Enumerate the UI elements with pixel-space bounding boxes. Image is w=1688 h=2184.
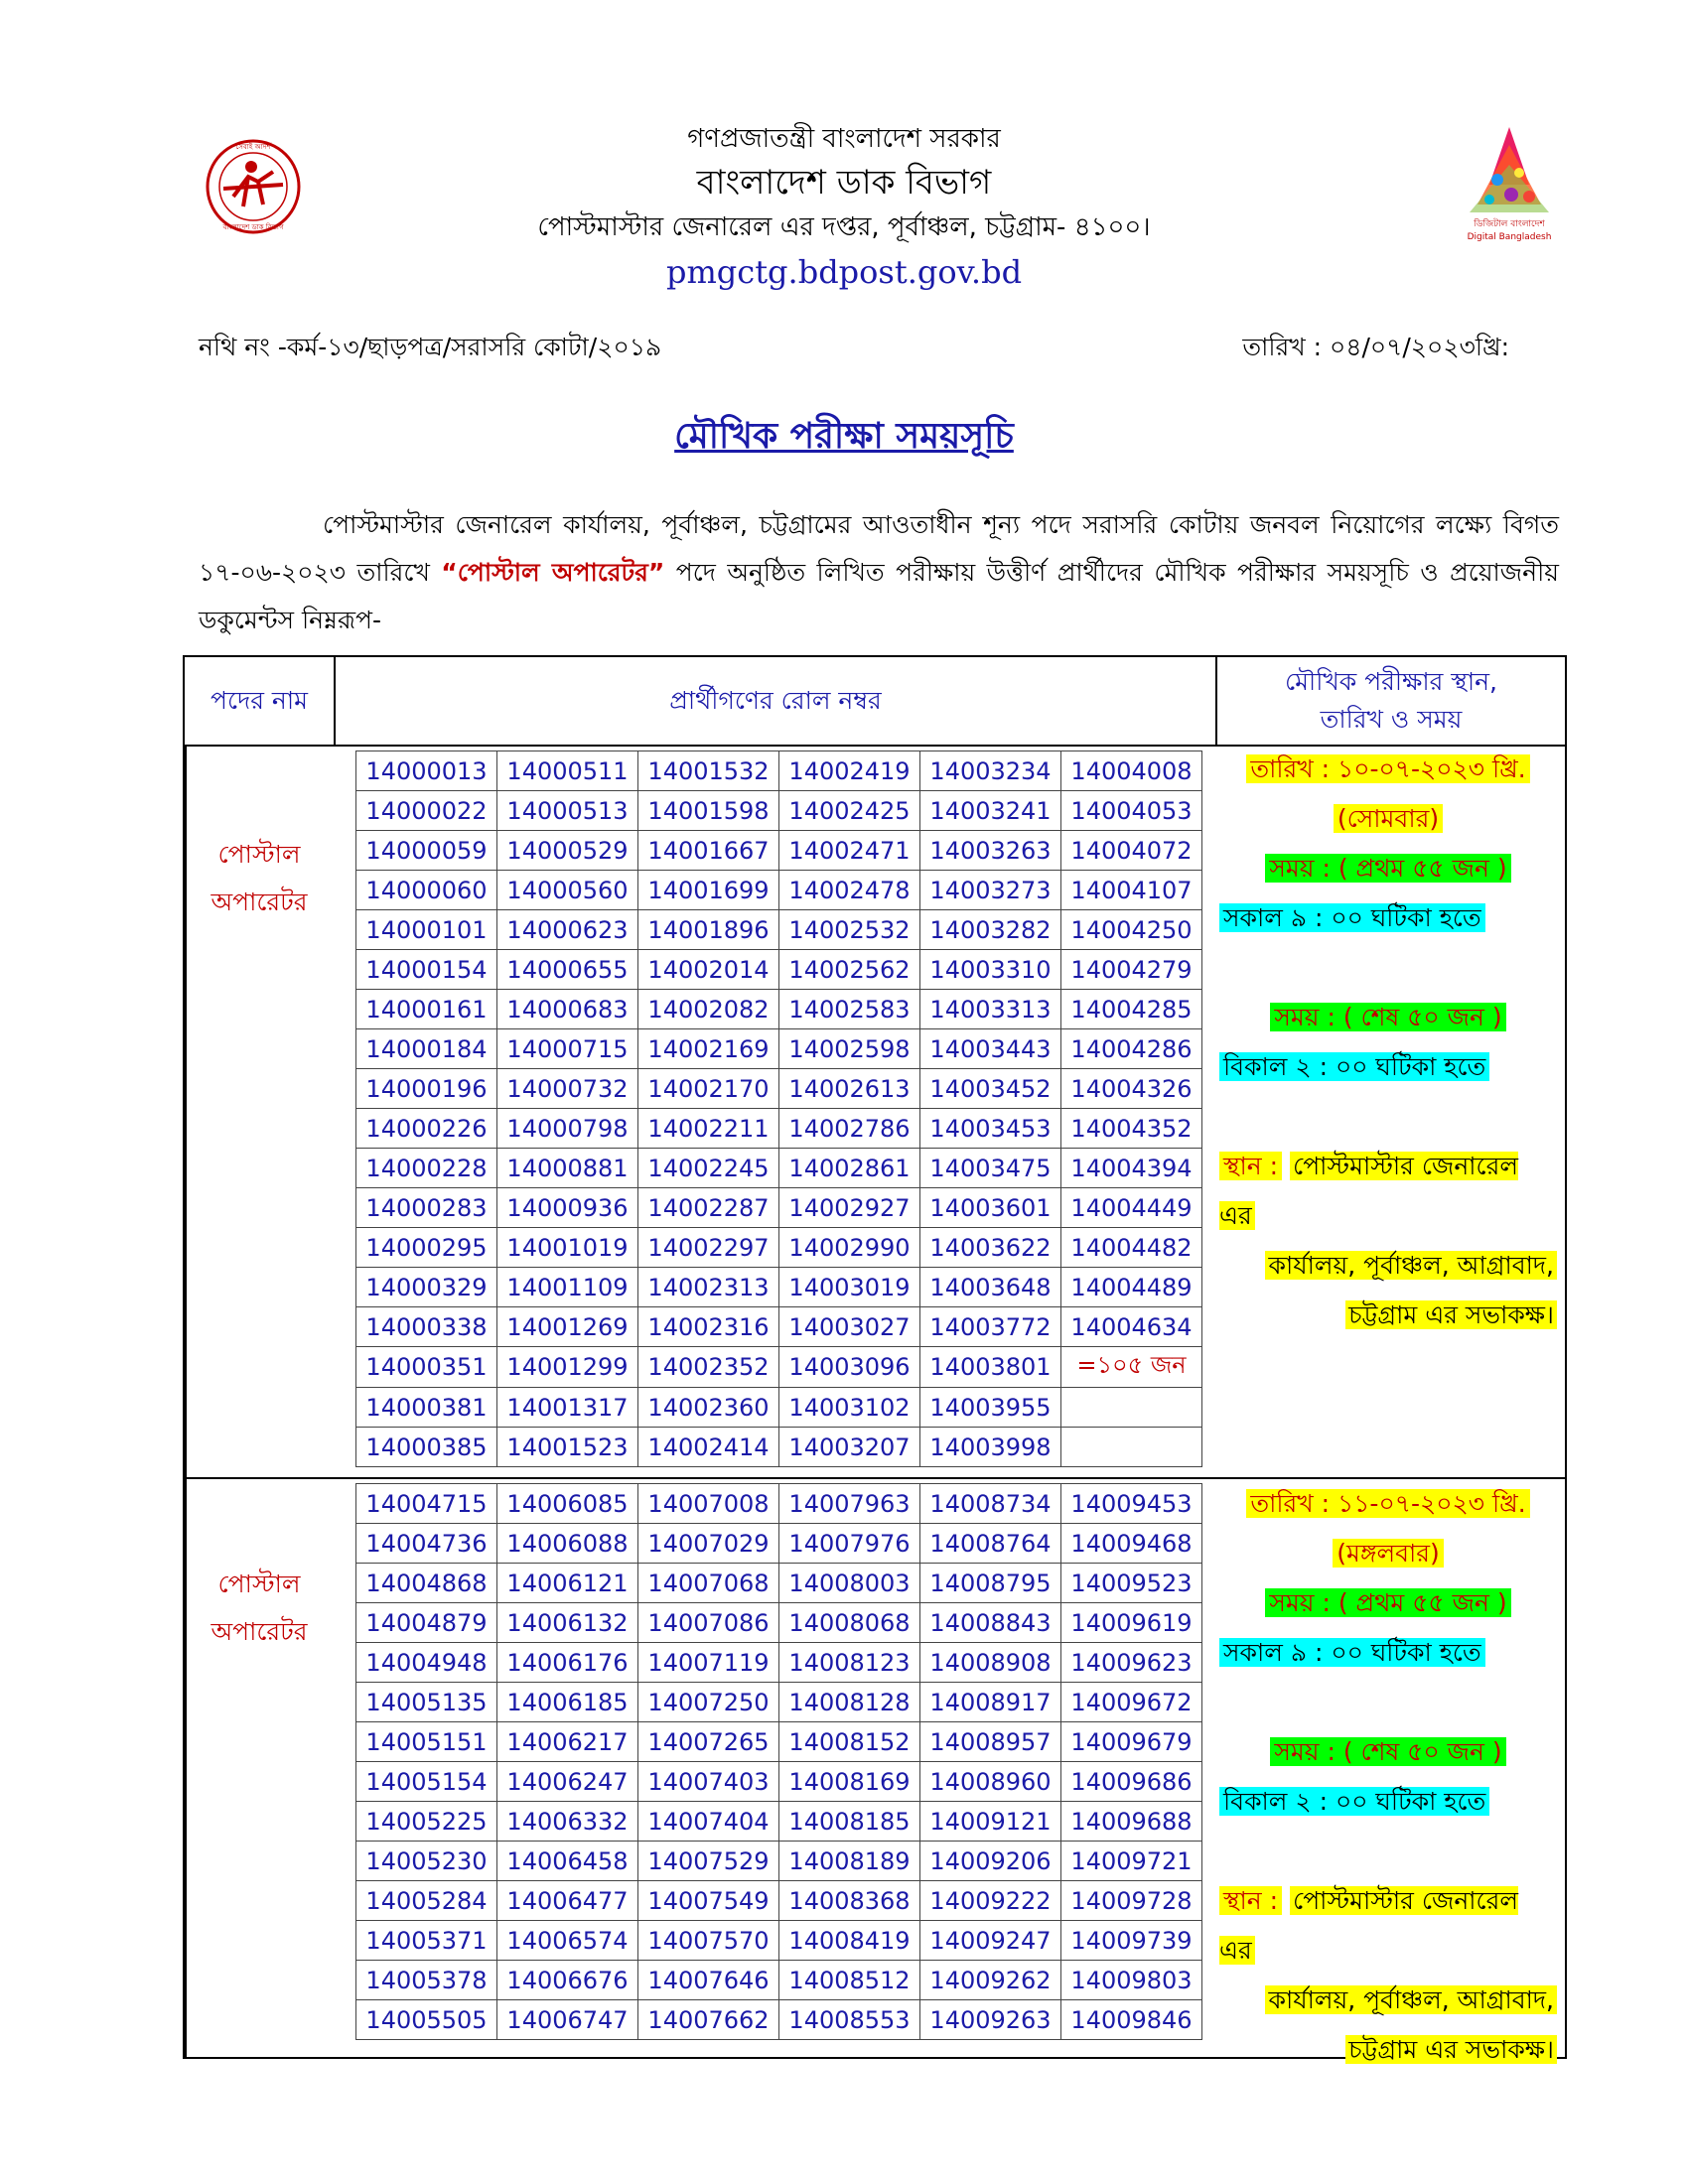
roll-number-cell: 14007976 bbox=[779, 1524, 920, 1564]
roll-number-cell: 14000013 bbox=[356, 751, 497, 791]
roll-number-cell: 14000059 bbox=[356, 831, 497, 871]
table-row bbox=[356, 1109, 1202, 1149]
header-post: পদের নাম bbox=[211, 686, 308, 715]
roll-number-cell: 14009121 bbox=[920, 1802, 1061, 1842]
table-row bbox=[356, 1722, 1202, 1762]
roll-number-cell: 14007008 bbox=[638, 1484, 779, 1524]
roll-number-cell: 14008152 bbox=[779, 1722, 920, 1762]
roll-number-cell: 14001532 bbox=[638, 751, 779, 791]
roll-number-cell: 14001523 bbox=[497, 1428, 638, 1467]
roll-number-cell: 14003310 bbox=[920, 950, 1061, 990]
roll-number-cell: 14000715 bbox=[497, 1029, 638, 1069]
roll-number-cell: 14002927 bbox=[779, 1188, 920, 1228]
table-row bbox=[356, 990, 1202, 1029]
venue-line: পোস্টমাস্টার জেনারেল এর bbox=[1219, 1152, 1518, 1230]
table-row bbox=[356, 1069, 1202, 1109]
table-row bbox=[356, 1842, 1202, 1881]
roll-number-cell: 14000101 bbox=[356, 910, 497, 950]
roll-number-cell: 14000881 bbox=[497, 1149, 638, 1188]
roll-number-cell: 14002082 bbox=[638, 990, 779, 1029]
roll-number-cell: 14001598 bbox=[638, 791, 779, 831]
post-name-1 bbox=[185, 831, 334, 926]
roll-number-cell: 14003282 bbox=[920, 910, 1061, 950]
roll-number-cell: 14002419 bbox=[779, 751, 920, 791]
roll-number-cell: 14002169 bbox=[638, 1029, 779, 1069]
roll-number-cell: 14006747 bbox=[497, 2000, 638, 2040]
table-row bbox=[356, 1268, 1202, 1307]
roll-number-cell: 14007549 bbox=[638, 1881, 779, 1921]
table-row bbox=[356, 871, 1202, 910]
table-row bbox=[356, 1428, 1202, 1467]
roll-number-cell: 14009679 bbox=[1061, 1722, 1202, 1762]
roll-number-cell: 14003801 bbox=[920, 1347, 1061, 1388]
post-line: অপারেটর bbox=[211, 887, 308, 916]
roll-number-cell: 14002211 bbox=[638, 1109, 779, 1149]
roll-number-cell: 14009468 bbox=[1061, 1524, 1202, 1564]
roll-number-cell: 14003313 bbox=[920, 990, 1061, 1029]
roll-number-cell: 14003096 bbox=[779, 1347, 920, 1388]
letterhead bbox=[0, 119, 1688, 296]
roll-number-cell: 14004072 bbox=[1061, 831, 1202, 871]
roll-number-cell: 14007403 bbox=[638, 1762, 779, 1802]
roll-number-cell: 14009739 bbox=[1061, 1921, 1202, 1961]
roll-number-cell: 14008068 bbox=[779, 1603, 920, 1643]
website-link[interactable]: pmgctg.bdpost.gov.bd bbox=[665, 253, 1023, 291]
roll-number-cell: 14003601 bbox=[920, 1188, 1061, 1228]
roll-number-cell: 14002297 bbox=[638, 1228, 779, 1268]
roll-number-cell: 14009222 bbox=[920, 1881, 1061, 1921]
venue-label: স্থান : bbox=[1219, 1886, 1282, 1915]
table-row bbox=[356, 1643, 1202, 1683]
roll-number-cell: 14002425 bbox=[779, 791, 920, 831]
roll-number-cell: 14004634 bbox=[1061, 1307, 1202, 1347]
roll-number-cell: 14000226 bbox=[356, 1109, 497, 1149]
roll-number-cell: 14008368 bbox=[779, 1881, 920, 1921]
roll-number-cell: 14008764 bbox=[920, 1524, 1061, 1564]
roll-number-cell: 14009523 bbox=[1061, 1564, 1202, 1603]
roll-number-cell: 14008419 bbox=[779, 1921, 920, 1961]
venue-line: চট্টগ্রাম এর সভাকক্ষ। bbox=[1345, 2035, 1557, 2064]
roll-number-cell: 14009623 bbox=[1061, 1643, 1202, 1683]
schedule-table bbox=[183, 655, 1567, 2064]
roll-number-cell: 14006332 bbox=[497, 1802, 638, 1842]
roll-number-cell: 14004008 bbox=[1061, 751, 1202, 791]
roll-number-cell: 14002471 bbox=[779, 831, 920, 871]
roll-number-cell: 14003234 bbox=[920, 751, 1061, 791]
roll-number-cell: 14006185 bbox=[497, 1683, 638, 1722]
para-part2: পদে অনুষ্ঠিত লিখিত পরীক্ষায় উত্তীর্ণ প্রার্থীদের মৌখিক পরীক্ষার সময়সূচি ও প্রয়োজনীয় ডকুমেন্টস নিম্নরূপ- bbox=[199, 558, 1559, 634]
table-row bbox=[356, 751, 1202, 791]
roll-number-cell: 14004868 bbox=[356, 1564, 497, 1603]
roll-number-cell: 14004948 bbox=[356, 1643, 497, 1683]
roll-number-cell: 14000060 bbox=[356, 871, 497, 910]
table-row bbox=[356, 1762, 1202, 1802]
roll-number-cell: 14003027 bbox=[779, 1307, 920, 1347]
roll-number-cell: 14006458 bbox=[497, 1842, 638, 1881]
roll-number-cell: 14003475 bbox=[920, 1149, 1061, 1188]
roll-number-cell: 14002613 bbox=[779, 1069, 920, 1109]
table-row bbox=[356, 1029, 1202, 1069]
roll-number-cell: 14002313 bbox=[638, 1268, 779, 1307]
roll-number-cell: 14005371 bbox=[356, 1921, 497, 1961]
roll-number-cell: 14009728 bbox=[1061, 1881, 1202, 1921]
roll-number-cell: 14003207 bbox=[779, 1428, 920, 1467]
roll-number-cell: 14006217 bbox=[497, 1722, 638, 1762]
issue-date: তারিখ : ০৪/০৭/২০২৩খ্রি: bbox=[1242, 333, 1509, 361]
roll-number-cell: 14003453 bbox=[920, 1109, 1061, 1149]
roll-number-cell: 14003019 bbox=[779, 1268, 920, 1307]
roll-number-cell: 14002352 bbox=[638, 1347, 779, 1388]
roll-number-cell: 14009206 bbox=[920, 1842, 1061, 1881]
roll-number-cell: 14000228 bbox=[356, 1149, 497, 1188]
roll-number-cell: 14002360 bbox=[638, 1388, 779, 1428]
para-part1: পোস্টমাস্টার জেনারেল কার্যালয়, পূর্বাঞ্চল, চট্টগ্রামের আওতাধীন শূন্য পদে সরাসরি কোটায় জনবল নিয়োগের লক্ষ্যে বিগত ১৭-০৬-২০২৩ তারিখে bbox=[199, 510, 1559, 587]
table-row bbox=[356, 2000, 1202, 2040]
logo-bottom-text: বাংলাদেশ ডাক বিভাগ bbox=[222, 223, 284, 231]
table-row bbox=[356, 1603, 1202, 1643]
roll-number-cell: 14007086 bbox=[638, 1603, 779, 1643]
time1: সকাল ৯ : ০০ ঘটিকা হতে bbox=[1219, 1638, 1485, 1667]
roll-number-cell: 14000184 bbox=[356, 1029, 497, 1069]
roll-number-cell: 14008003 bbox=[779, 1564, 920, 1603]
roll-number-cell: 14002287 bbox=[638, 1188, 779, 1228]
roll-number-cell: 14006477 bbox=[497, 1881, 638, 1921]
roll-number-cell: 14008957 bbox=[920, 1722, 1061, 1762]
table-row bbox=[356, 950, 1202, 990]
roll-number-cell: 14007068 bbox=[638, 1564, 779, 1603]
roll-number-cell: 14007265 bbox=[638, 1722, 779, 1762]
roll-number-cell: 14000338 bbox=[356, 1307, 497, 1347]
roll-number-cell: 14000511 bbox=[497, 751, 638, 791]
roll-number-cell: 14004489 bbox=[1061, 1268, 1202, 1307]
roll-number-cell: 14009619 bbox=[1061, 1603, 1202, 1643]
table-row bbox=[356, 1881, 1202, 1921]
roll-number-cell: 14008734 bbox=[920, 1484, 1061, 1524]
roll-number-cell: 14007662 bbox=[638, 2000, 779, 2040]
roll-number-cell: 14008189 bbox=[779, 1842, 920, 1881]
roll-number-cell: 14000936 bbox=[497, 1188, 638, 1228]
post-line: অপারেটর bbox=[211, 1617, 308, 1646]
table-row bbox=[356, 1802, 1202, 1842]
roll-number-cell: 14007963 bbox=[779, 1484, 920, 1524]
table-row bbox=[356, 910, 1202, 950]
roll-number-cell: 14005225 bbox=[356, 1802, 497, 1842]
roll-number-cell: 14002562 bbox=[779, 950, 920, 990]
exam-day: (সোমবার) bbox=[1334, 804, 1443, 833]
table-row bbox=[356, 791, 1202, 831]
roll-number-cell: 14009803 bbox=[1061, 1961, 1202, 2000]
roll-number-cell: 14000655 bbox=[497, 950, 638, 990]
table-row bbox=[356, 1188, 1202, 1228]
table-row bbox=[356, 1683, 1202, 1722]
roll-table-2 bbox=[355, 1483, 1202, 2040]
roll-number-cell: 14009721 bbox=[1061, 1842, 1202, 1881]
post-line: পোস্টাল bbox=[217, 1570, 301, 1598]
table-row bbox=[356, 1921, 1202, 1961]
table-row bbox=[356, 1961, 1202, 2000]
post-name-2 bbox=[185, 1561, 334, 1656]
post-line: পোস্টাল bbox=[217, 840, 301, 869]
roll-number-cell: 14003452 bbox=[920, 1069, 1061, 1109]
table-row bbox=[356, 1347, 1202, 1388]
roll-number-cell: 14008553 bbox=[779, 2000, 920, 2040]
roll-number-cell: 14006574 bbox=[497, 1921, 638, 1961]
time2-label: সময় : ( শেষ ৫০ জন ) bbox=[1270, 1737, 1505, 1766]
exam-date: তারিখ : ১০-০৭-২০২৩ খ্রি. bbox=[1246, 754, 1529, 783]
roll-number-cell: 14004279 bbox=[1061, 950, 1202, 990]
venue-line: কার্যালয়, পূর্বাঞ্চল, আগ্রাবাদ, bbox=[1265, 1251, 1557, 1280]
roll-number-cell: 14000623 bbox=[497, 910, 638, 950]
roll-number-cell: 14007529 bbox=[638, 1842, 779, 1881]
memo-number: নথি নং -কর্ম-১৩/ছাড়পত্র/সরাসরি কোটা/২০১৯ bbox=[199, 333, 662, 361]
roll-number-cell: 14005378 bbox=[356, 1961, 497, 2000]
roll-number-cell: 14000683 bbox=[497, 990, 638, 1029]
roll-number-cell: 14002990 bbox=[779, 1228, 920, 1268]
roll-number-cell: 14009846 bbox=[1061, 2000, 1202, 2040]
roll-number-cell: 14002861 bbox=[779, 1149, 920, 1188]
roll-number-cell: 14000351 bbox=[356, 1347, 497, 1388]
exam-day: (মঙ্গলবার) bbox=[1333, 1539, 1444, 1568]
header-venue: মৌখিক পরীক্ষার স্থান, তারিখ ও সময় bbox=[1285, 667, 1497, 734]
post-highlight: “পোস্টাল অপারেটর” bbox=[441, 558, 665, 587]
roll-number-cell: 14000329 bbox=[356, 1268, 497, 1307]
table-row bbox=[356, 831, 1202, 871]
roll-number-cell: 14002786 bbox=[779, 1109, 920, 1149]
roll-number-cell: 14009453 bbox=[1061, 1484, 1202, 1524]
roll-number-cell: 14008843 bbox=[920, 1603, 1061, 1643]
office-address: পোস্টমাস্টার জেনারেল এর দপ্তর, পূর্বাঞ্চল, চট্টগ্রাম- ৪১০০। bbox=[537, 212, 1151, 242]
roll-number-cell: 14009263 bbox=[920, 2000, 1061, 2040]
roll-number-cell: 14007119 bbox=[638, 1643, 779, 1683]
roll-number-cell: 14002245 bbox=[638, 1149, 779, 1188]
roll-number-cell: 14003241 bbox=[920, 791, 1061, 831]
roll-number-cell: 14001317 bbox=[497, 1388, 638, 1428]
roll-number-cell: 14000381 bbox=[356, 1388, 497, 1428]
roll-number-cell: 14000161 bbox=[356, 990, 497, 1029]
roll-number-cell: 14000283 bbox=[356, 1188, 497, 1228]
roll-number-cell: 14007250 bbox=[638, 1683, 779, 1722]
roll-number-cell: 14001299 bbox=[497, 1347, 638, 1388]
venue-line: পোস্টমাস্টার জেনারেল এর bbox=[1219, 1886, 1518, 1965]
roll-number-cell: 14004449 bbox=[1061, 1188, 1202, 1228]
roll-number-cell bbox=[1061, 1388, 1202, 1428]
table-row bbox=[356, 1307, 1202, 1347]
venue-line: চট্টগ্রাম এর সভাকক্ষ। bbox=[1345, 1300, 1557, 1329]
roll-number-cell: 14005284 bbox=[356, 1881, 497, 1921]
roll-number-cell: =১০৫ জন bbox=[1061, 1347, 1202, 1388]
roll-number-cell: 14001019 bbox=[497, 1228, 638, 1268]
roll-number-cell: 14000513 bbox=[497, 791, 638, 831]
roll-number-cell: 14007029 bbox=[638, 1524, 779, 1564]
roll-number-cell: 14009686 bbox=[1061, 1762, 1202, 1802]
department-name: বাংলাদেশ ডাক বিভাগ bbox=[696, 163, 992, 203]
roll-number-cell: 14003443 bbox=[920, 1029, 1061, 1069]
roll-number-cell: 14000798 bbox=[497, 1109, 638, 1149]
roll-number-cell: 14008512 bbox=[779, 1961, 920, 2000]
roll-number-cell: 14009247 bbox=[920, 1921, 1061, 1961]
roll-number-cell: 14001269 bbox=[497, 1307, 638, 1347]
table-row bbox=[356, 1228, 1202, 1268]
roll-number-cell: 14004286 bbox=[1061, 1029, 1202, 1069]
roll-number-cell: 14008185 bbox=[779, 1802, 920, 1842]
roll-number-cell: 14009688 bbox=[1061, 1802, 1202, 1842]
table-row bbox=[356, 1564, 1202, 1603]
roll-number-cell: 14006088 bbox=[497, 1524, 638, 1564]
roll-number-cell: 14005154 bbox=[356, 1762, 497, 1802]
roll-number-cell: 14003772 bbox=[920, 1307, 1061, 1347]
table-header-row bbox=[185, 657, 1565, 747]
roll-number-cell: 14004053 bbox=[1061, 791, 1202, 831]
roll-number-cell: 14008128 bbox=[779, 1683, 920, 1722]
roll-number-cell: 14000529 bbox=[497, 831, 638, 871]
logo-right-bn: ডিজিটাল বাংলাদেশ bbox=[1474, 219, 1545, 229]
roll-number-cell: 14008795 bbox=[920, 1564, 1061, 1603]
roll-number-cell: 14006247 bbox=[497, 1762, 638, 1802]
roll-number-cell: 14002598 bbox=[779, 1029, 920, 1069]
roll-number-cell: 14000295 bbox=[356, 1228, 497, 1268]
roll-number-cell: 14002583 bbox=[779, 990, 920, 1029]
roll-number-cell: 14004326 bbox=[1061, 1069, 1202, 1109]
schedule-2 bbox=[1219, 1479, 1557, 2075]
roll-number-cell: 14004736 bbox=[356, 1524, 497, 1564]
roll-number-cell: 14003622 bbox=[920, 1228, 1061, 1268]
roll-number-cell: 14000385 bbox=[356, 1428, 497, 1467]
roll-number-cell: 14003998 bbox=[920, 1428, 1061, 1467]
roll-number-cell: 14000196 bbox=[356, 1069, 497, 1109]
roll-number-cell: 14003955 bbox=[920, 1388, 1061, 1428]
venue-line: কার্যালয়, পূর্বাঞ্চল, আগ্রাবাদ, bbox=[1265, 1985, 1557, 2014]
roll-number-cell: 14003648 bbox=[920, 1268, 1061, 1307]
roll-number-cell: 14001896 bbox=[638, 910, 779, 950]
roll-number-cell: 14003273 bbox=[920, 871, 1061, 910]
roll-number-cell: 14006676 bbox=[497, 1961, 638, 2000]
roll-number-cell: 14006121 bbox=[497, 1564, 638, 1603]
time2: বিকাল ২ : ০০ ঘটিকা হতে bbox=[1219, 1052, 1489, 1081]
roll-number-cell bbox=[1061, 1428, 1202, 1467]
roll-number-cell: 14004482 bbox=[1061, 1228, 1202, 1268]
time1-label: সময় : ( প্রথম ৫৫ জন ) bbox=[1265, 854, 1510, 883]
roll-number-cell: 14006085 bbox=[497, 1484, 638, 1524]
time2-label: সময় : ( শেষ ৫০ জন ) bbox=[1270, 1003, 1505, 1031]
roll-number-cell: 14009672 bbox=[1061, 1683, 1202, 1722]
roll-number-cell: 14008917 bbox=[920, 1683, 1061, 1722]
roll-number-cell: 14008123 bbox=[779, 1643, 920, 1683]
roll-number-cell: 14006132 bbox=[497, 1603, 638, 1643]
table-row bbox=[356, 1524, 1202, 1564]
roll-number-cell: 14006176 bbox=[497, 1643, 638, 1683]
roll-number-cell: 14000154 bbox=[356, 950, 497, 990]
roll-number-cell: 14001667 bbox=[638, 831, 779, 871]
govt-name: গণপ্রজাতন্ত্রী বাংলাদেশ সরকার bbox=[687, 124, 1001, 154]
logo-top-text: সেবাই আদর্শ bbox=[235, 143, 271, 151]
time2: বিকাল ২ : ০০ ঘটিকা হতে bbox=[1219, 1787, 1489, 1816]
roll-number-cell: 14004352 bbox=[1061, 1109, 1202, 1149]
roll-number-cell: 14002170 bbox=[638, 1069, 779, 1109]
roll-table-1 bbox=[355, 751, 1202, 1467]
roll-number-cell: 14000560 bbox=[497, 871, 638, 910]
reference-line bbox=[199, 328, 1509, 370]
roll-number-cell: 14007570 bbox=[638, 1921, 779, 1961]
roll-number-cell: 14008169 bbox=[779, 1762, 920, 1802]
roll-number-cell: 14007646 bbox=[638, 1961, 779, 2000]
roll-number-cell: 14001109 bbox=[497, 1268, 638, 1307]
roll-number-cell: 14001699 bbox=[638, 871, 779, 910]
page-title: মৌখিক পরীক্ষা সময়সূচি bbox=[674, 416, 1014, 457]
roll-number-cell: 14004250 bbox=[1061, 910, 1202, 950]
time1: সকাল ৯ : ০০ ঘটিকা হতে bbox=[1219, 903, 1485, 932]
roll-number-cell: 14000022 bbox=[356, 791, 497, 831]
roll-number-cell: 14005151 bbox=[356, 1722, 497, 1762]
roll-number-cell: 14009262 bbox=[920, 1961, 1061, 2000]
roll-number-cell: 14005505 bbox=[356, 2000, 497, 2040]
roll-number-cell: 14002316 bbox=[638, 1307, 779, 1347]
roll-number-cell: 14008960 bbox=[920, 1762, 1061, 1802]
table-row bbox=[356, 1149, 1202, 1188]
roll-number-cell: 14004394 bbox=[1061, 1149, 1202, 1188]
roll-number-cell: 14004107 bbox=[1061, 871, 1202, 910]
schedule-1 bbox=[1219, 745, 1557, 1340]
header-rolls: প্রার্থীগণের রোল নম্বর bbox=[669, 686, 882, 715]
time1-label: সময় : ( প্রথম ৫৫ জন ) bbox=[1265, 1588, 1510, 1617]
table-row bbox=[356, 1484, 1202, 1524]
roll-number-cell: 14002014 bbox=[638, 950, 779, 990]
roll-number-cell: 14008908 bbox=[920, 1643, 1061, 1683]
roll-number-cell: 14004285 bbox=[1061, 990, 1202, 1029]
roll-number-cell: 14002478 bbox=[779, 871, 920, 910]
roll-number-cell: 14004715 bbox=[356, 1484, 497, 1524]
roll-number-cell: 14005230 bbox=[356, 1842, 497, 1881]
roll-number-cell: 14003263 bbox=[920, 831, 1061, 871]
roll-number-cell: 14002532 bbox=[779, 910, 920, 950]
roll-number-cell: 14005135 bbox=[356, 1683, 497, 1722]
roll-number-cell: 14004879 bbox=[356, 1603, 497, 1643]
exam-date: তারিখ : ১১-০৭-২০২৩ খ্রি. bbox=[1246, 1489, 1529, 1518]
roll-number-cell: 14003102 bbox=[779, 1388, 920, 1428]
logo-right-en: Digital Bangladesh bbox=[1467, 232, 1552, 242]
venue-label: স্থান : bbox=[1219, 1152, 1282, 1180]
table-row bbox=[356, 1388, 1202, 1428]
roll-number-cell: 14007404 bbox=[638, 1802, 779, 1842]
roll-number-cell: 14000732 bbox=[497, 1069, 638, 1109]
roll-number-cell: 14002414 bbox=[638, 1428, 779, 1467]
intro-paragraph bbox=[199, 501, 1559, 644]
